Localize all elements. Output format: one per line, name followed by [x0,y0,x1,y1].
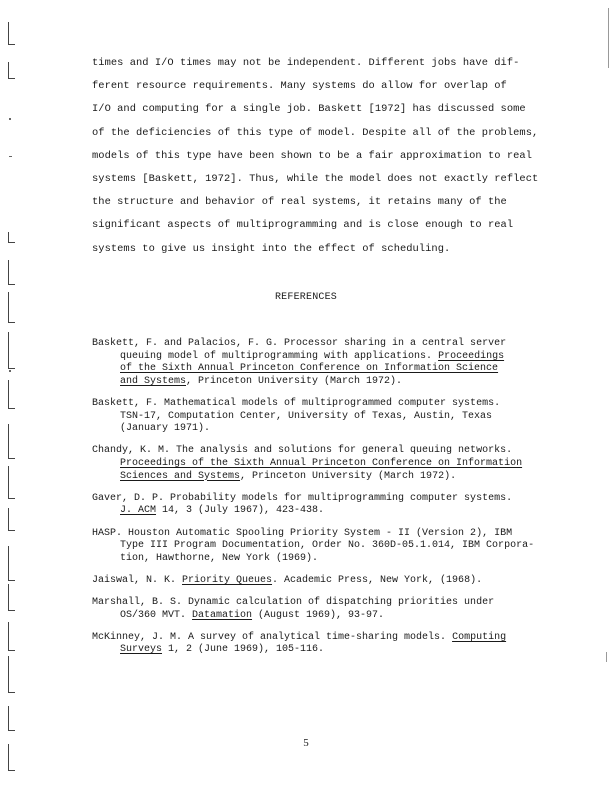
ref-line: Sciences and Systems, Princeton University (March 1972). [120,470,457,482]
journal-title: Surveys [120,644,163,656]
ref-line: Surveys 1, 2 (June 1969), 105-116. [120,644,325,656]
text-line: times and I/O times may not be independent. Different jobs have dif- [92,57,520,69]
reference-entry [92,445,562,483]
text-line: systems to give us insight into the effect of scheduling. [92,242,451,255]
scan-mark [8,656,15,693]
reference-entry [92,632,562,657]
scan-mark [8,584,15,611]
references-heading: REFERENCES [274,292,337,303]
reference-entry [92,398,562,436]
body-paragraph [92,52,562,261]
journal-title: Proceedings [438,350,505,362]
journal-title: Computing [452,631,507,643]
reference-entry [92,597,562,622]
scan-mark [8,62,15,79]
journal-title: Proceedings of the Sixth Annual Princeton Conference on Information [120,457,523,469]
journal-title: J. ACM [120,505,157,517]
ref-line: (January 1971). [120,423,211,435]
scan-mark [8,508,15,531]
scan-mark [8,546,15,581]
text-line: models of this type have been shown to be a fair approximation to real [92,149,532,162]
scan-speck [9,156,12,157]
scan-mark [8,260,15,285]
ref-line: Type III Program Documentation, Order No. 360D-05.1.014, IBM Corpora- [120,540,535,552]
ref-line: tion, Hawthorne, New York (1969). [120,552,319,564]
scan-mark [8,332,15,369]
journal-title: Datamation [192,609,253,621]
ref-line: TSN-17, Computation Center, University of Texas, Austin, Texas [120,410,493,422]
ref-line: OS/360 MVT. Datamation (August 1969), 93-97. [120,609,385,621]
scan-mark [8,466,15,499]
reference-entry [92,493,562,518]
ref-line: Gaver, D. P. Probability models for multiprogramming computer systems. [92,492,513,504]
ref-line: Jaiswal, N. K. Priority Queues. Academic Press, New York, (1968). [92,574,483,586]
scan-speck [606,652,607,662]
journal-title: and Systems [120,375,187,387]
text-line: the structure and behavior of real systems, it retains many of the [92,196,507,209]
scan-mark [8,380,15,409]
reference-list [92,338,562,667]
scan-mark [8,424,15,459]
text-line: I/O and computing for a single job. Baskett [1972] has discussed some [92,103,526,116]
reference-entry [92,575,562,588]
ref-line: Baskett, F. and Palacios, F. G. Processor sharing in a central server [92,338,507,349]
reference-entry [92,338,562,388]
journal-title: of the Sixth Annual Princeton Conference on Information Science [120,363,499,375]
scan-mark [8,622,15,651]
scan-speck [608,8,609,68]
text-line: of the deficiencies of this type of model. Despite all of the problems, [92,126,539,139]
page-number: 5 [303,737,309,749]
ref-line [92,458,562,471]
ref-line [92,363,562,376]
ref-line: Marshall, B. S. Dynamic calculation of dispatching priorities under [92,597,495,609]
book-title: Priority Queues [182,574,273,586]
scan-speck [9,118,11,120]
ref-line: and Systems, Princeton University (March 1972). [120,375,403,387]
text-line: significant aspects of multiprogramming and is close enough to real [92,219,514,232]
ref-line: J. ACM 14, 3 (July 1967), 423-438. [120,505,325,517]
reference-entry [92,528,562,566]
ref-line: Baskett, F. Mathematical models of multiprogrammed computer systems. [92,397,501,409]
scan-speck [9,370,11,372]
ref-line: queuing model of multiprogramming with applications. Proceedings [120,350,505,362]
ref-line: Chandy, K. M. The analysis and solutions for general queuing networks. [92,445,513,457]
scan-mark [8,232,15,243]
scan-mark [8,706,15,731]
ref-line: HASP. Houston Automatic Spooling Priority System - II (Version 2), IBM [92,527,513,539]
scan-mark [8,22,15,45]
text-line: ferent resource requirements. Many systems do allow for overlap of [92,80,507,93]
journal-title: Sciences and Systems [120,470,241,482]
text-line: systems [Baskett, 1972]. Thus, while the model does not exactly reflect [92,172,539,185]
ref-line: McKinney, J. M. A survey of analytical time-sharing models. Computing [92,631,507,643]
